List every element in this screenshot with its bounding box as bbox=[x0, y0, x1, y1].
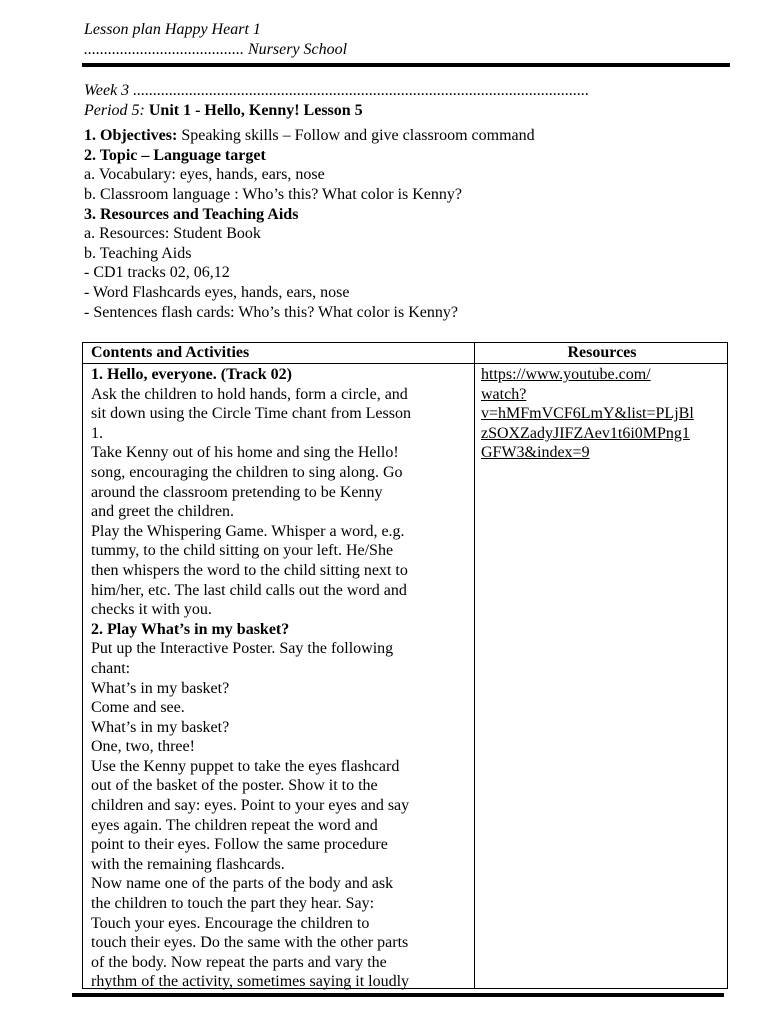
word-flashcards-line: - Word Flashcards eyes, hands, ears, nose bbox=[84, 283, 350, 301]
activity-line: point to their eyes. Follow the same procedure bbox=[91, 836, 388, 854]
sentence-flashcards-line: - Sentences flash cards: Who’s this? What color is Kenny? bbox=[84, 303, 458, 321]
activity-line: the children to touch the part they hear. Say: bbox=[91, 895, 375, 913]
activity-line: What’s in my basket? bbox=[91, 718, 230, 736]
teaching-aids-line: b. Teaching Aids bbox=[84, 244, 192, 262]
activity-line: Use the Kenny puppet to take the eyes flashcard bbox=[91, 757, 400, 775]
activity-line: One, two, three! bbox=[91, 738, 195, 756]
activity-line: him/her, etc. The last child calls out the word and bbox=[91, 581, 407, 599]
activity-line: then whispers the word to the child sitting next to bbox=[91, 561, 408, 579]
activity-line: children and say: eyes. Point to your eyes and say bbox=[91, 797, 410, 815]
activity-line: sit down using the Circle Time chant from Lesson bbox=[91, 405, 411, 423]
header-row-rule bbox=[83, 363, 727, 364]
activity-line: checks it with you. bbox=[91, 601, 212, 619]
header-rule bbox=[82, 63, 730, 67]
activity-line: touch their eyes. Do the same with the other parts bbox=[91, 934, 409, 952]
column-divider bbox=[474, 343, 475, 988]
activity-line: Come and see. bbox=[91, 699, 185, 717]
activity-line: tummy, to the child sitting on your left. He/She bbox=[91, 542, 394, 560]
period-line bbox=[84, 101, 724, 121]
school-name-line: ........................................ Nursery School bbox=[84, 41, 348, 58]
page-header bbox=[84, 20, 724, 60]
contents-activities-header: Contents and Activities bbox=[91, 344, 250, 361]
resources-header: Resources bbox=[567, 344, 637, 361]
footer-rule bbox=[72, 993, 724, 997]
resource-link-line[interactable]: v=hMFmVCF6LmY&list=PLjBl bbox=[481, 405, 694, 423]
period-label: Period 5: bbox=[84, 101, 145, 119]
activity-heading: 2. Play What’s in my basket? bbox=[91, 620, 290, 638]
activity-line: rhythm of the activity, sometimes saying it loudly bbox=[91, 973, 410, 991]
activity-line: and greet the children. bbox=[91, 503, 235, 521]
resources-line: a. Resources: Student Book bbox=[84, 225, 261, 243]
topic-heading: 2. Topic – Language target bbox=[84, 146, 266, 164]
resource-link-line[interactable]: zSOXZadyJIFZAev1t6i0MPng1 bbox=[481, 424, 690, 442]
week-line: Week 3 .................................................................................................................. bbox=[84, 82, 590, 99]
activity-line: Put up the Interactive Poster. Say the following bbox=[91, 640, 394, 658]
cd-tracks-line: - CD1 tracks 02, 06,12 bbox=[84, 264, 230, 282]
activity-line: with the remaining flashcards. bbox=[91, 855, 285, 873]
activity-line: What’s in my basket? bbox=[91, 679, 230, 697]
activity-line: chant: bbox=[91, 659, 131, 677]
activities-cell bbox=[91, 365, 471, 992]
activity-line: Play the Whispering Game. Whisper a word, e.g. bbox=[91, 522, 405, 540]
activity-heading: 1. Hello, everyone. (Track 02) bbox=[91, 366, 292, 383]
classroom-language-line: b. Classroom language : Who’s this? What color is Kenny? bbox=[84, 185, 463, 203]
activity-line: out of the basket of the poster. Show it to the bbox=[91, 777, 378, 795]
activity-line: Take Kenny out of his home and sing the Hello! bbox=[91, 444, 399, 462]
activity-line: 1. bbox=[91, 424, 103, 442]
resources-heading: 3. Resources and Teaching Aids bbox=[84, 205, 299, 223]
lesson-intro bbox=[84, 81, 724, 322]
activity-line: Now name one of the parts of the body and ask bbox=[91, 875, 394, 893]
period-title: Unit 1 - Hello, Kenny! Lesson 5 bbox=[144, 101, 363, 119]
resource-link-line[interactable]: GFW3&index=9 bbox=[481, 444, 590, 462]
activity-line: Touch your eyes. Encourage the children to bbox=[91, 914, 370, 932]
objectives-label: 1. Objectives: bbox=[84, 127, 178, 145]
activities-table bbox=[82, 342, 728, 989]
activity-line: song, encouraging the children to sing along. Go bbox=[91, 463, 403, 481]
resource-link-line[interactable]: watch? bbox=[481, 385, 527, 403]
objectives-text: Speaking skills – Follow and give classroom command bbox=[177, 127, 535, 145]
vocabulary-line: a. Vocabulary: eyes, hands, ears, nose bbox=[84, 166, 325, 184]
activity-line: eyes again. The children repeat the word and bbox=[91, 816, 378, 834]
activity-line: Ask the children to hold hands, form a circle, and bbox=[91, 385, 408, 403]
resource-link[interactable] bbox=[481, 365, 725, 463]
activity-line: around the classroom pretending to be Kenny bbox=[91, 483, 383, 501]
objectives-line bbox=[84, 126, 724, 146]
activity-line: of the body. Now repeat the parts and vary the bbox=[91, 953, 387, 971]
resource-link-line[interactable]: https://www.youtube.com/ bbox=[481, 366, 651, 383]
lesson-plan-title: Lesson plan Happy Heart 1 bbox=[84, 21, 261, 38]
